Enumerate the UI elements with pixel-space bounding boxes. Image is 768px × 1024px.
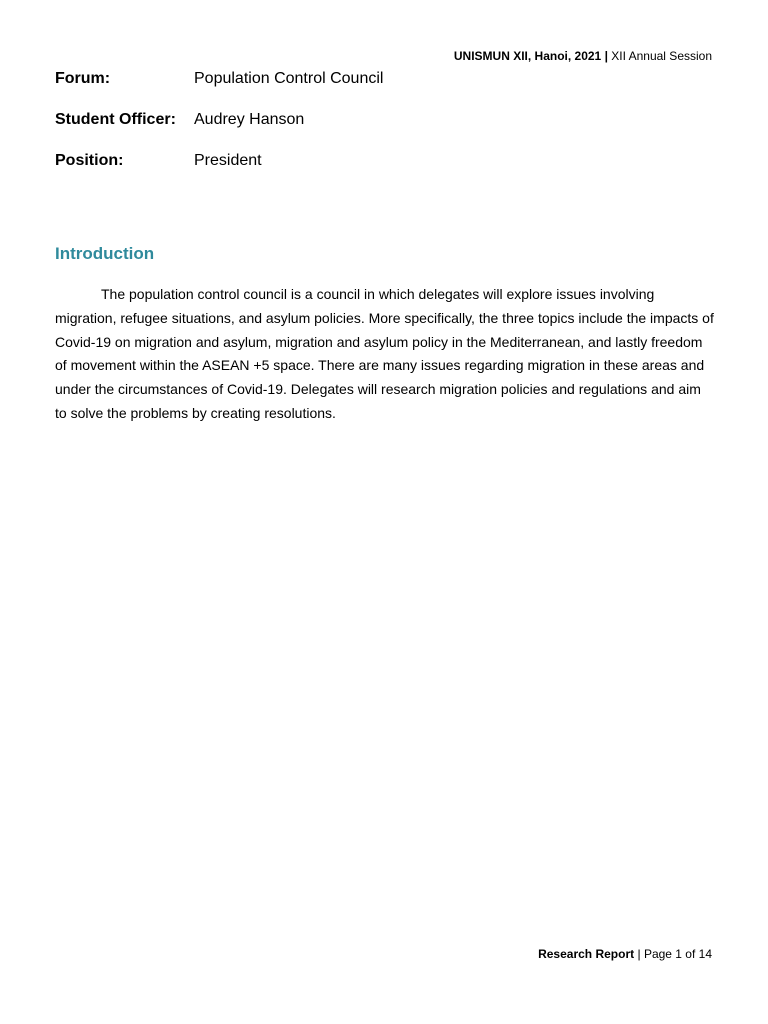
position-label: Position: (55, 152, 124, 169)
header-separator: | (601, 49, 612, 63)
document-meta (55, 68, 715, 191)
page-number: Page 1 of 14 (643, 947, 712, 961)
report-type: Research Report (538, 947, 635, 961)
officer-label: Student Officer: (55, 111, 176, 128)
page-footer (538, 946, 712, 962)
introduction-heading: Introduction (55, 244, 155, 263)
position-row (55, 150, 715, 191)
position-value: President (194, 152, 262, 169)
session-name: XII Annual Session (611, 49, 712, 63)
officer-row (55, 109, 715, 150)
forum-row (55, 68, 715, 109)
forum-label: Forum: (55, 70, 111, 87)
officer-value: Audrey Hanson (194, 111, 305, 128)
conference-name: UNISMUN XII, Hanoi, 2021 (453, 49, 602, 63)
footer-separator: | (634, 947, 644, 961)
page-header (454, 48, 712, 64)
forum-value: Population Control Council (194, 70, 384, 87)
introduction-paragraph: The population control council is a council in which delegates will explore issues involving migration, refugee situations, and asylum policies. More specifically, the three topics include the impacts of Covid-19 on migration and asylum, migration and asylum policy in the Mediterranean, and lastly freedom of movement within the ASEAN +5 space. There are many issues regarding migration in these areas and under the circumstances of Covid-19. Delegates will research migration policies and regulations and aim to solve the problems by creating resolutions. (55, 286, 714, 421)
